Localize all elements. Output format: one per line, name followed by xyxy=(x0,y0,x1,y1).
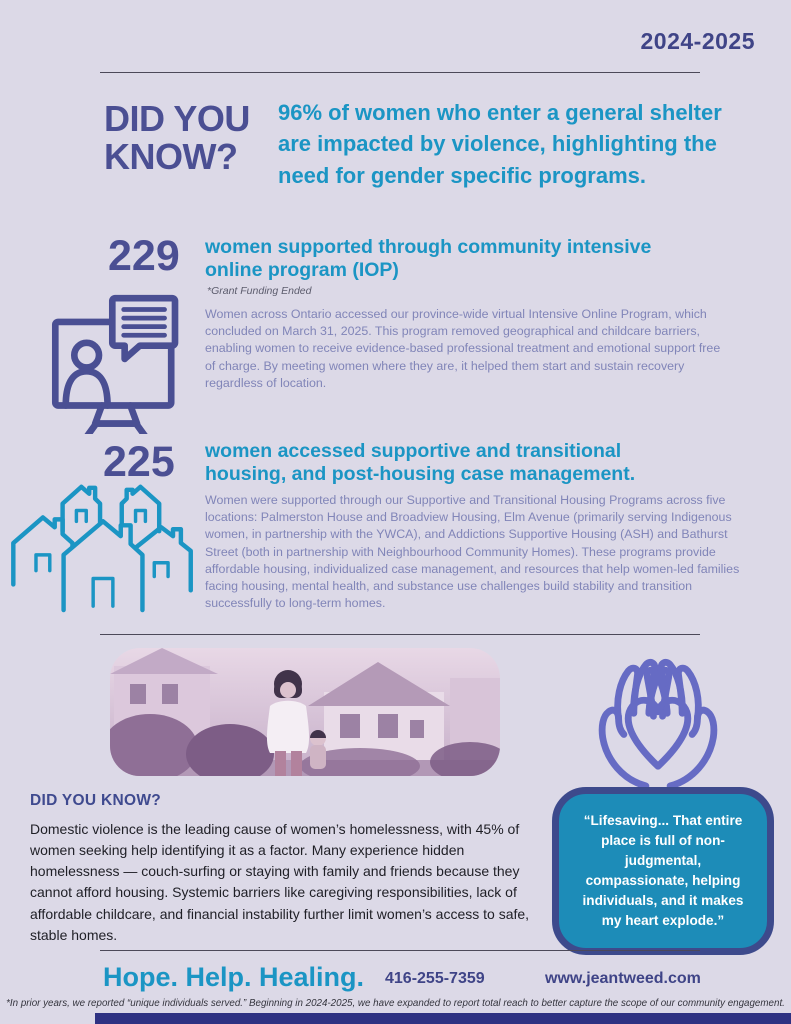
stat-number-iop: 229 xyxy=(108,232,180,280)
photo-woman-child xyxy=(110,648,500,776)
report-year: 2024-2025 xyxy=(640,28,755,54)
hero-headline: 96% of women who enter a general shelter are impacted by violence, highlighting the need for gender specific programs. xyxy=(278,100,722,188)
stat-number-housing: 225 xyxy=(103,438,175,486)
divider-bottom xyxy=(100,950,700,951)
hands-holding-heart-icon xyxy=(582,645,734,789)
tagline: Hope. Help. Healing. xyxy=(103,962,365,992)
divider-middle xyxy=(100,634,700,635)
did-you-know-title-line1: DID YOU xyxy=(104,98,250,139)
bottom-accent-bar xyxy=(95,1013,791,1024)
stat-heading-iop: women supported through community intensive online program (IOP) xyxy=(205,236,652,281)
video-call-icon xyxy=(42,282,194,434)
phone-number[interactable]: 416-255-7359 xyxy=(385,970,485,987)
did-you-know-title xyxy=(104,100,250,176)
footnote: *In prior years, we reported “unique individuals served.” Beginning in 2024-2025, we have expanded to report total reach to better capture the scope of our community engagement. xyxy=(6,998,785,1009)
stat-body-housing: Women were supported through our Supportive and Transitional Housing Programs across five locations: Palmerston House and Broadview Housing, Elm Avenue (primarily serving Indigenous women, in partnership with the YWCA), and Addictions Supportive Housing (ASH) and Bathurst Street (both in partnership with Neighbourhood Community Homes). These programs provide affordable housing, individualized case management, and resources that help women-led families facing housing, mental health, and substance use challenges build stability and transition successfully to long-term homes. xyxy=(205,493,740,611)
did-you-know-body: Domestic violence is the leading cause of women’s homelessness, with 45% of women seeking help identifying it as a factor. Many experience hidden homelessness — couch-surfing or staying with family and friends because they cannot afford housing. Systemic barriers like caregiving responsibilities, lack of affordable childcare, and financial instability further limit women’s access to safe, stable homes. xyxy=(30,821,530,943)
testimonial-quote-text: “Lifesaving... That entire place is full of non-judgmental, compassionate, helping individuals, and it makes my heart explode.” xyxy=(582,813,744,928)
houses-icon xyxy=(10,476,198,614)
testimonial-quote-box xyxy=(552,787,774,955)
did-you-know-title-line2: KNOW? xyxy=(104,136,238,178)
did-you-know-label: DID YOU KNOW? xyxy=(30,792,162,809)
stat-body-iop: Women across Ontario accessed our province-wide virtual Intensive Online Program, which concluded on March 31, 2025. This program removed geographical and childcare barriers, enabling women to receive evidence-based professional treatment and emotional support free of charge. By meeting women where they are, it helped them start and sustain recovery regardless of location. xyxy=(205,307,721,390)
grant-funding-note: *Grant Funding Ended xyxy=(207,285,312,297)
divider-top xyxy=(100,72,700,73)
website-link[interactable]: www.jeantweed.com xyxy=(545,970,701,987)
stat-heading-housing: women accessed supportive and transitional housing, and post-housing case management. xyxy=(205,440,636,485)
